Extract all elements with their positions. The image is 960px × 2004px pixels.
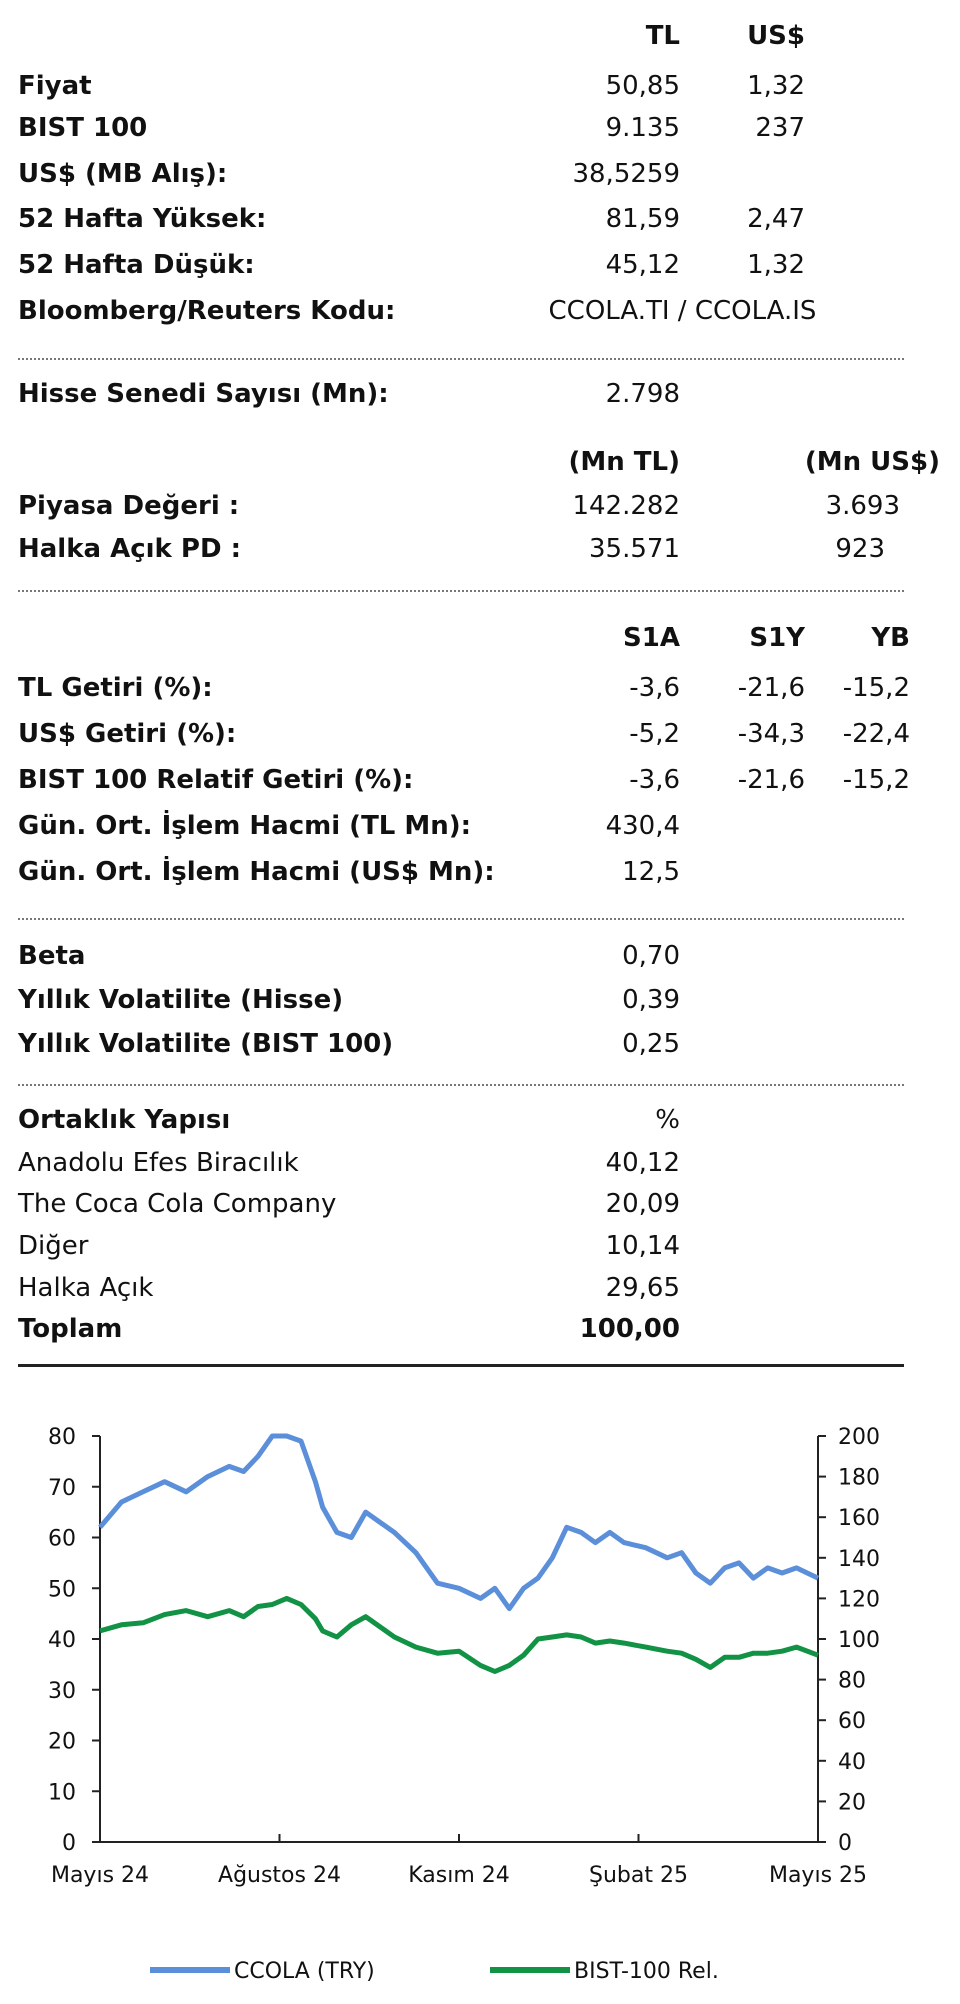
section-divider	[18, 590, 904, 592]
col-header-yb: YB	[871, 623, 910, 653]
row-label: The Coca Cola Company	[18, 1189, 337, 1219]
section-divider	[18, 1084, 904, 1086]
left-tick-label: 0	[62, 1831, 76, 1856]
value-s1a: -3,6	[629, 765, 680, 795]
value-s1a: 12,5	[622, 857, 680, 887]
col-header-tl: TL	[645, 21, 680, 51]
value-s1a: 430,4	[605, 811, 680, 841]
value-s1a: -3,6	[629, 673, 680, 703]
right-tick-label: 80	[838, 1668, 866, 1694]
row-label: 52 Hafta Yüksek:	[18, 204, 267, 234]
ccola-series-line	[100, 1436, 818, 1609]
row-label: TL Getiri (%):	[18, 673, 213, 703]
right-tick-label: 0	[838, 1831, 852, 1856]
row-label: Yıllık Volatilite (Hisse)	[18, 985, 344, 1015]
value-usd: 1,32	[747, 71, 805, 101]
left-tick-label: 60	[48, 1526, 76, 1552]
row-label: BIST 100 Relatif Getiri (%):	[18, 765, 414, 795]
legend-label: CCOLA (TRY)	[234, 1959, 375, 1984]
right-tick-label: 20	[838, 1790, 866, 1816]
x-tick-label: Ağustos 24	[218, 1863, 341, 1888]
value-tl: 9.135	[605, 113, 680, 143]
ticker-code-value: CCOLA.TI / CCOLA.IS	[548, 296, 817, 326]
right-tick-label: 140	[838, 1546, 880, 1572]
row-label: US$ (MB Alış):	[18, 159, 228, 189]
ownership-value: 29,65	[605, 1273, 680, 1303]
row-label: Piyasa Değeri :	[18, 491, 240, 521]
x-tick-label: Mayıs 25	[768, 1863, 868, 1888]
row-label: Beta	[18, 941, 86, 971]
row-label: Anadolu Efes Biracılık	[18, 1148, 299, 1178]
value-s1a: -5,2	[629, 719, 680, 749]
col-header-mn-tl: (Mn TL)	[568, 447, 680, 477]
ownership-value: 10,14	[605, 1231, 680, 1261]
value-yb: -22,4	[842, 719, 910, 749]
col-header-usd: US$	[747, 21, 805, 51]
left-tick-label: 20	[48, 1729, 76, 1755]
col-header-mn-usd: (Mn US$)	[804, 447, 940, 477]
right-tick-label: 60	[838, 1709, 866, 1735]
total-label: Toplam	[18, 1314, 123, 1344]
right-tick-label: 40	[838, 1749, 866, 1775]
value-s1y: -21,6	[737, 765, 805, 795]
value-tl: 50,85	[605, 71, 680, 101]
right-tick-label: 120	[838, 1587, 880, 1613]
row-label: Yıllık Volatilite (BIST 100)	[18, 1029, 394, 1059]
table-bottom-rule	[18, 1364, 904, 1367]
right-tick-label: 180	[838, 1465, 880, 1491]
legend-label: BIST-100 Rel.	[574, 1959, 719, 1984]
shares-value: 2.798	[605, 379, 680, 409]
section-divider	[18, 358, 904, 360]
value-usd: 2,47	[747, 204, 805, 234]
col-header-s1a: S1A	[623, 623, 680, 653]
row-label: Halka Açık PD :	[18, 534, 241, 564]
value-usd: 923	[835, 534, 885, 564]
value-yb: -15,2	[842, 673, 910, 703]
risk-value: 0,25	[622, 1029, 680, 1059]
x-tick-label: Mayıs 24	[50, 1863, 150, 1888]
risk-value: 0,70	[622, 941, 680, 971]
value-usd: 3.693	[825, 491, 900, 521]
x-tick-label: Kasım 24	[408, 1863, 510, 1888]
value-s1y: -21,6	[737, 673, 805, 703]
row-label: Halka Açık	[18, 1273, 154, 1303]
left-tick-label: 70	[48, 1475, 76, 1501]
bist-rel-series-line	[100, 1598, 818, 1671]
row-label: BIST 100	[18, 113, 148, 143]
total-value: 100,00	[579, 1314, 680, 1344]
value-tl: 81,59	[605, 204, 680, 234]
x-tick-label: Şubat 25	[589, 1863, 688, 1888]
row-label: 52 Hafta Düşük:	[18, 250, 255, 280]
value-usd: 1,32	[747, 250, 805, 280]
value-usd: 237	[755, 113, 805, 143]
price-chart	[0, 1400, 960, 2004]
value-s1y: -34,3	[737, 719, 805, 749]
value-tl: 38,5259	[572, 159, 680, 189]
left-tick-label: 10	[48, 1780, 76, 1806]
risk-value: 0,39	[622, 985, 680, 1015]
row-label: Gün. Ort. İşlem Hacmi (TL Mn):	[18, 811, 472, 841]
row-label: Diğer	[18, 1231, 89, 1261]
right-tick-label: 200	[838, 1425, 880, 1450]
ticker-code-label: Bloomberg/Reuters Kodu:	[18, 296, 396, 326]
value-tl: 142.282	[572, 491, 680, 521]
row-label: Gün. Ort. İşlem Hacmi (US$ Mn):	[18, 857, 495, 887]
left-tick-label: 30	[48, 1678, 76, 1704]
ownership-value: 20,09	[605, 1189, 680, 1219]
ownership-title: Ortaklık Yapısı	[18, 1105, 231, 1135]
ownership-value: 40,12	[605, 1148, 680, 1178]
ownership-unit: %	[655, 1105, 680, 1135]
right-tick-label: 100	[838, 1628, 880, 1653]
row-label: US$ Getiri (%):	[18, 719, 237, 749]
col-header-s1y: S1Y	[749, 623, 805, 653]
value-tl: 35.571	[589, 534, 680, 564]
shares-label: Hisse Senedi Sayısı (Mn):	[18, 379, 389, 409]
right-tick-label: 160	[838, 1506, 880, 1532]
left-tick-label: 40	[48, 1628, 76, 1653]
left-tick-label: 80	[48, 1425, 76, 1450]
row-label: Fiyat	[18, 71, 92, 101]
section-divider	[18, 918, 904, 920]
left-tick-label: 50	[48, 1577, 76, 1603]
value-yb: -15,2	[842, 765, 910, 795]
value-tl: 45,12	[605, 250, 680, 280]
